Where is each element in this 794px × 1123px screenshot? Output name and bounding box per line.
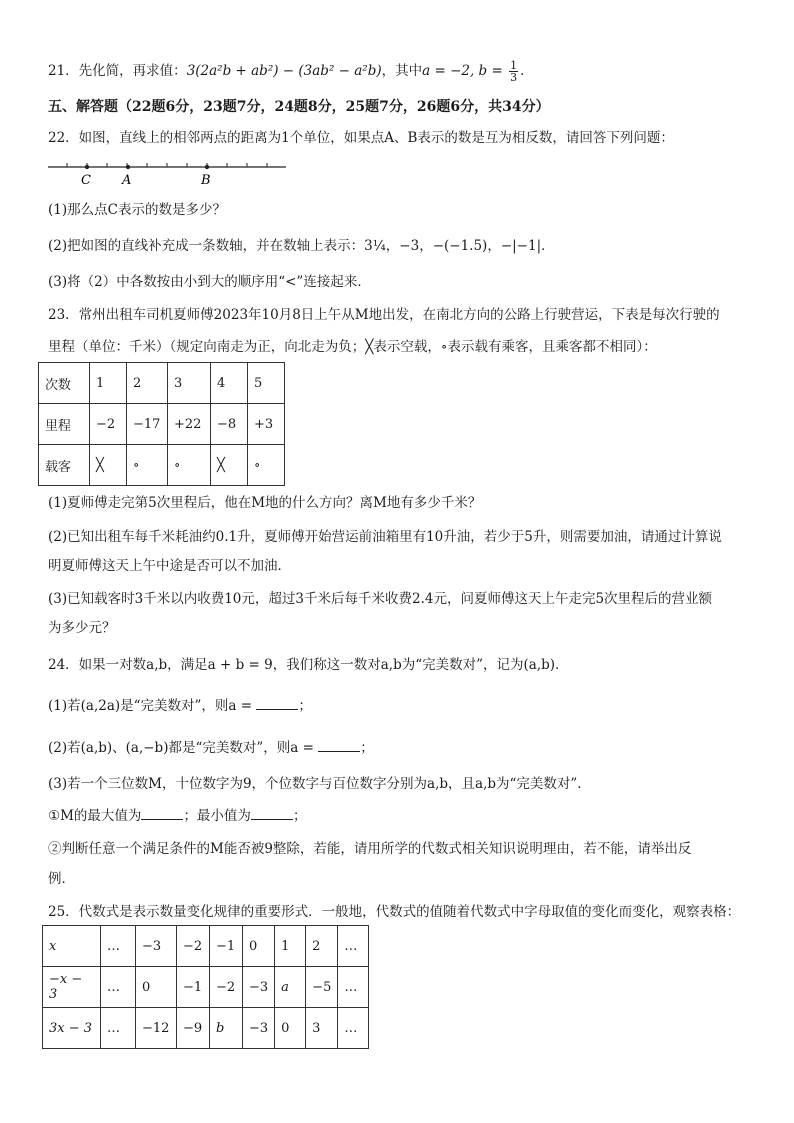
number-line-figure [48,158,293,188]
q23-part3a: (3)已知载客时3千米以内收费10元，超过3千米后每千米收费2.4元，问夏师傅这天上午走完5次里程后的营业额 [48,591,713,607]
q21-prefix: 21．先化简，再求值： [48,63,187,79]
q21-expression: 3(2a²b + ab²) − (3ab² − a²b) [186,63,382,79]
q21-condition: a = −2, b = [422,63,508,79]
q23-stem-1: 23．常州出租车司机夏师傅2023年10月8日上午从M地出发，在南北方向的公路上行驶营运，下表是每次行驶的 [48,307,720,323]
table-row: 次数 1 2 3 4 5 [39,363,285,404]
q22-stem: 22．如图，直线上的相邻两点的距离为1个单位，如果点A、B表示的数是互为相反数，请回答下列问题： [48,130,674,146]
q24-sub1: ①M的最大值为 ；最小值为 ； [48,808,307,824]
table-row: 3x − 3 … −12 −9 b −3 0 3 … [43,1008,369,1049]
section-heading: 五、解答题（22题6分，23题7分，24题8分，25题7分，26题6分，共34分） [48,99,550,115]
answer-blank[interactable] [318,751,360,752]
label-c: C [81,173,91,188]
q21-where: ，其中 [381,63,423,79]
q24-part2: (2)若(a,b)、(a,−b)都是“完美数对”，则a = ； [48,740,374,756]
q21: 21．先化简，再求值：3(2a²b + ab²) − (3ab² − a²b)，其中a = −2, b = $\frac{1}{3}$ ． [48,59,534,84]
q24-stem: 24．如果一对数a,b，满足a + b = 9，我们称这一数对a,b为“完美数对”，记为(a,b)． [48,657,569,673]
q25-stem: 25．代数式是表示数量变化规律的重要形式．一般地，代数式的值随着代数式中字母取值的变化而变化，观察表格： [48,904,741,920]
answer-blank[interactable] [256,709,298,710]
q23-part2a: (2)已知出租车每千米耗油约0.1升，夏师傅开始营运前油箱里有10升油，若少于5升，则需要加油，请通过计算说 [48,529,722,545]
q23-stem-2: 里程（单位：千米）（规定向南走为正，向北走为负；╳表示空载，∘表示载有乘客，且乘客都不相同）： [48,339,657,355]
trip-table [38,362,285,486]
q24-part3: (3)若一个三位数M，十位数字为9，个位数字与百位数字分别为a,b，且a,b为“完美数对”． [48,776,591,792]
q22-part1: (1)那么点C表示的数是多少？ [48,202,226,218]
q24-part1: (1)若(a,2a)是“完美数对”，则a = ； [48,698,312,714]
q23-part2b: 明夏师傅这天上午中途是否可以不加油． [48,558,291,574]
answer-blank[interactable] [251,819,293,820]
table-row: x … −3 −2 −1 0 1 2 … [43,926,369,967]
q21-fraction: $\frac{1}{3}$ [510,59,518,84]
table-row: −x − 3 … 0 −1 −2 −3 a −5 … [43,967,369,1008]
table-row: 里程 −2 −17 +22 −8 +3 [39,404,285,445]
answer-blank[interactable] [141,819,183,820]
label-a: A [122,173,132,188]
value-table [42,925,369,1049]
q23-part1: (1)夏师傅走完第5次里程后，他在M地的什么方向？离M地有多少千米？ [48,495,482,511]
q23-part3b: 为多少元？ [48,620,116,636]
q22-part3: (3)将（2）中各数按由小到大的顺序用“<”连接起来． [48,274,371,290]
q24-sub2a: ②判断任意一个满足条件的M能否被9整除，若能，请用所学的代数式相关知识说明理由，若不能，请举出反 [48,841,692,857]
label-b: B [201,173,211,188]
q24-sub2b: 例． [48,871,75,887]
table-row: 载客 ╳ ∘ ∘ ╳ ∘ [39,445,285,486]
q22-part2: (2)把如图的直线补充成一条数轴，并在数轴上表示：3¼，−3，−(−1.5)，−|−1|． [48,238,555,254]
